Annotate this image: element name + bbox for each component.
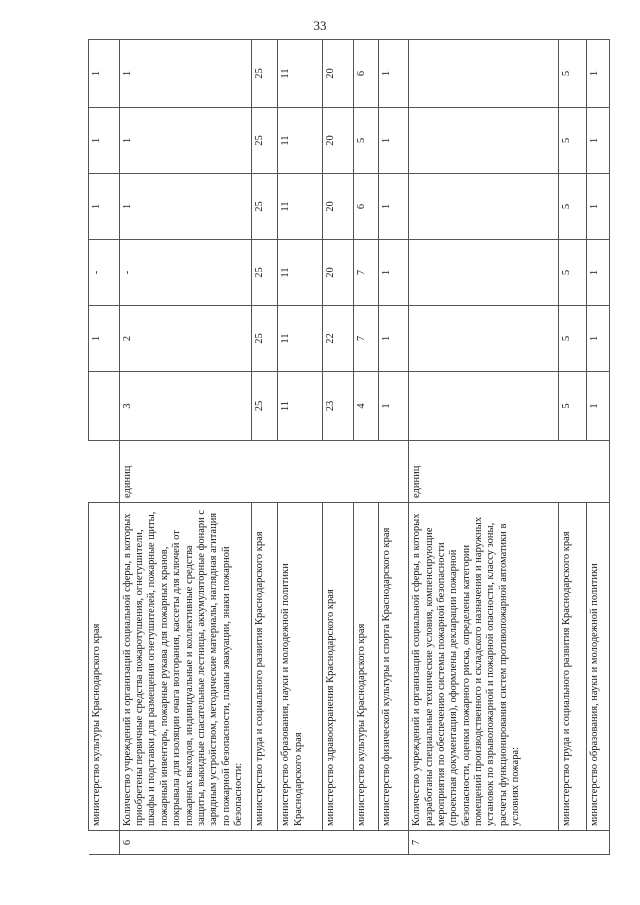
value-cell: 1 <box>587 372 610 441</box>
value-cell: 1 <box>378 174 409 240</box>
row-label: министерство культуры Краснодарского края <box>89 503 120 831</box>
value-cell: 5 <box>558 372 587 441</box>
row-label: министерство труда и социального развития Краснодарского края <box>251 503 278 831</box>
value-cell: 2 <box>119 306 251 372</box>
value-cell: 25 <box>251 306 278 372</box>
value-cell: 20 <box>323 240 354 306</box>
value-cell: 6 <box>353 40 378 108</box>
value-cell: 20 <box>323 108 354 174</box>
value-cell: 11 <box>278 240 323 306</box>
value-cell: 11 <box>278 40 323 108</box>
value-cell: 20 <box>323 174 354 240</box>
table-row <box>409 40 559 855</box>
value-cell: - <box>89 240 120 306</box>
row-number: 7 <box>409 831 610 855</box>
value-cell: 1 <box>119 174 251 240</box>
row-label: Количество учреждений и организаций социальной сферы, в которых приобретены первичные средства пожаротушения, огнетушители, шкафы и подставки для размещения огнетушителей, пожарные щиты, пожарный инвентарь, пожарные рукава для пожарных кранов, покрывала для изоляции очага возгорания, кассеты для ключей от пожарных выходов, индивидуальные и коллективные средства защиты, выкидные спасательные лестницы, аккумуляторные фонари с зарядным устройством, методические материалы, наглядная агитация по пожарной безопасности, планы эвакуации, знаки пожарной безопасности: <box>119 503 251 831</box>
value-cell: 5 <box>558 108 587 174</box>
value-cell: 1 <box>378 40 409 108</box>
value-cell: 1 <box>378 108 409 174</box>
value-cell: 25 <box>251 40 278 108</box>
row-label: министерство труда и социального развития Краснодарского края <box>558 503 587 831</box>
value-cell: 1 <box>378 372 409 441</box>
value-cell: 1 <box>89 174 120 240</box>
row-number: 6 <box>119 831 409 855</box>
value-cell: 1 <box>89 306 120 372</box>
value-cell: 3 <box>119 372 251 441</box>
value-cell: 7 <box>353 306 378 372</box>
value-cell: 11 <box>278 174 323 240</box>
value-cell: 11 <box>278 306 323 372</box>
row-label: министерство физической культуры и спорта Краснодарского края <box>378 503 409 831</box>
value-cell: 11 <box>278 372 323 441</box>
value-cell: 5 <box>353 108 378 174</box>
value-cell: 23 <box>323 372 354 441</box>
value-cell: 20 <box>323 40 354 108</box>
value-cell: 5 <box>558 40 587 108</box>
value-cell: 1 <box>378 240 409 306</box>
value-cell: 1 <box>119 40 251 108</box>
row-label: министерство образования, науки и молодежной политики Краснодарского края <box>278 503 323 831</box>
value-cell: 1 <box>587 240 610 306</box>
value-cell: 1 <box>89 40 120 108</box>
unit-cell: единиц <box>119 441 409 503</box>
row-label: Количество учреждений и организаций социальной сферы, в которых разработаны специальные технические условия, компенсирующие мероприятия по обеспечению системы пожарной безопасности (проектная документация), оформлены декларации пожарной безопасности, оценки пожарного риска, определены категории помещений производственного и складского назначения и наружных установок по взрывопожарной и пожарной опасности, классу зоны, расчеты функционирования систем противопожарной автоматики в условиях пожара: <box>409 503 559 831</box>
value-cell: 25 <box>251 174 278 240</box>
table-row <box>119 40 251 855</box>
value-cell: 4 <box>353 372 378 441</box>
value-cell: 1 <box>587 174 610 240</box>
unit-cell: единиц <box>409 441 610 503</box>
row-label: министерство культуры Краснодарского края <box>353 503 378 831</box>
value-cell: 22 <box>323 306 354 372</box>
value-cell: 5 <box>558 240 587 306</box>
value-cell: 1 <box>378 306 409 372</box>
value-cell: 1 <box>587 306 610 372</box>
indicators-table <box>88 39 610 855</box>
value-cell: 6 <box>353 174 378 240</box>
row-label: министерство здравоохранения Краснодарского края <box>323 503 354 831</box>
rotated-table-wrapper <box>88 40 610 855</box>
value-cell: 1 <box>587 108 610 174</box>
value-cell: - <box>119 240 251 306</box>
value-cell: 11 <box>278 108 323 174</box>
table-row <box>89 40 120 855</box>
value-cell: 1 <box>119 108 251 174</box>
value-cell: 5 <box>558 174 587 240</box>
page-number: 33 <box>313 18 327 33</box>
value-cell: 25 <box>251 240 278 306</box>
value-cell: 25 <box>251 108 278 174</box>
value-cell: 5 <box>558 306 587 372</box>
value-cell: 25 <box>251 372 278 441</box>
value-cell: 1 <box>89 108 120 174</box>
value-cell: 1 <box>587 40 610 108</box>
value-cell: 7 <box>353 240 378 306</box>
row-label: министерство образования, науки и молодежной политики <box>587 503 610 831</box>
